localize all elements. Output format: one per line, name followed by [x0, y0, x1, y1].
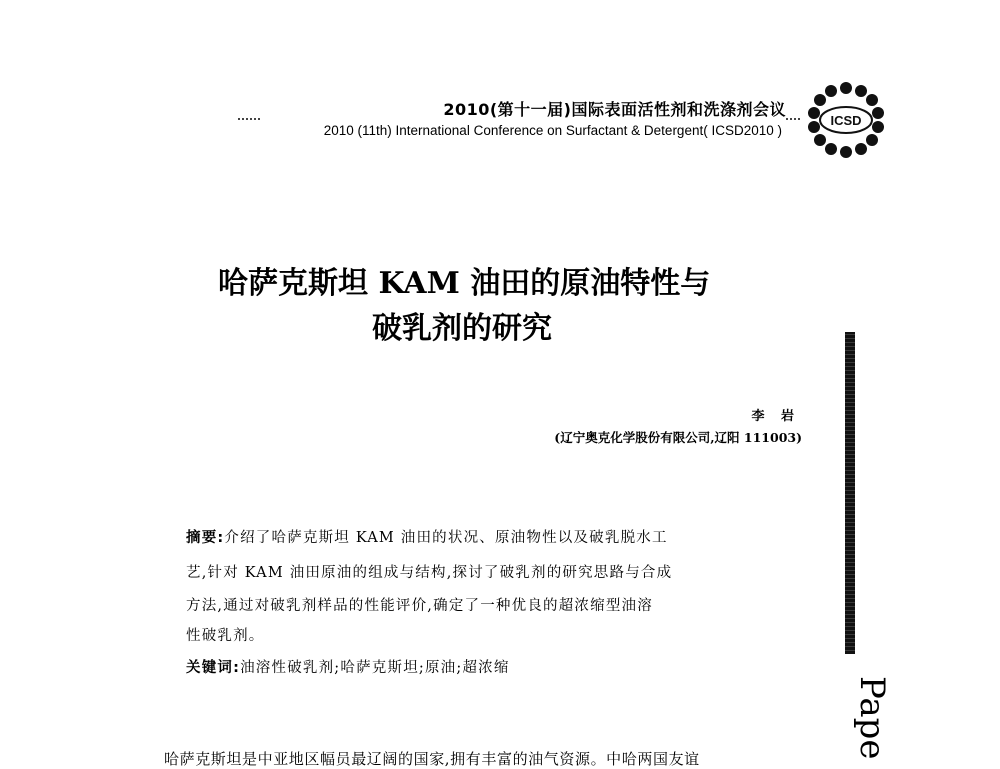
icsd-logo	[806, 80, 886, 160]
margin-bar	[845, 332, 855, 654]
logo-text: ICSD	[830, 113, 862, 128]
abstract-line-3: 方法,通过对破乳剂样品的性能评价,确定了一种优良的超浓缩型油溶	[186, 598, 653, 614]
paper-title-line-2: 破乳剂的研究	[372, 311, 552, 346]
abstract-label: 摘要:	[186, 530, 225, 546]
conference-title-cn: 2010(第十一届)国际表面活性剂和洗涤剂会议	[443, 100, 786, 119]
abstract-line-1	[186, 528, 668, 548]
conference-title-en: 2010 (11th) International Conference on Surfactant & Detergent( ICSD2010 )	[323, 123, 782, 138]
abstract-line-2: 艺,针对 KAM 油田原油的组成与结构,探讨了破乳剂的研究思路与合成	[186, 565, 673, 581]
header-dotted-rule-left	[238, 118, 260, 120]
header-dotted-rule-right	[786, 118, 800, 120]
abstract-line-4: 性破乳剂。	[186, 628, 265, 644]
abstract-text-1: 介绍了哈萨克斯坦 KAM 油田的状况、原油物性以及破乳脱水工	[224, 530, 668, 546]
section-tab-label: Pape	[852, 676, 892, 760]
paper-title-line-1: 哈萨克斯坦 KAM 油田的原油特性与	[218, 266, 711, 301]
keywords-label: 关键词:	[186, 660, 241, 676]
keywords-text: 油溶性破乳剂;哈萨克斯坦;原油;超浓缩	[240, 660, 510, 676]
author-name: 李 岩	[751, 409, 800, 424]
author-affiliation: (辽宁奥克化学股份有限公司,辽阳 111003)	[554, 430, 802, 445]
keywords-line	[186, 658, 510, 678]
body-text-line-1: 哈萨克斯坦是中亚地区幅员最辽阔的国家,拥有丰富的油气资源。中哈两国友谊	[164, 750, 700, 768]
